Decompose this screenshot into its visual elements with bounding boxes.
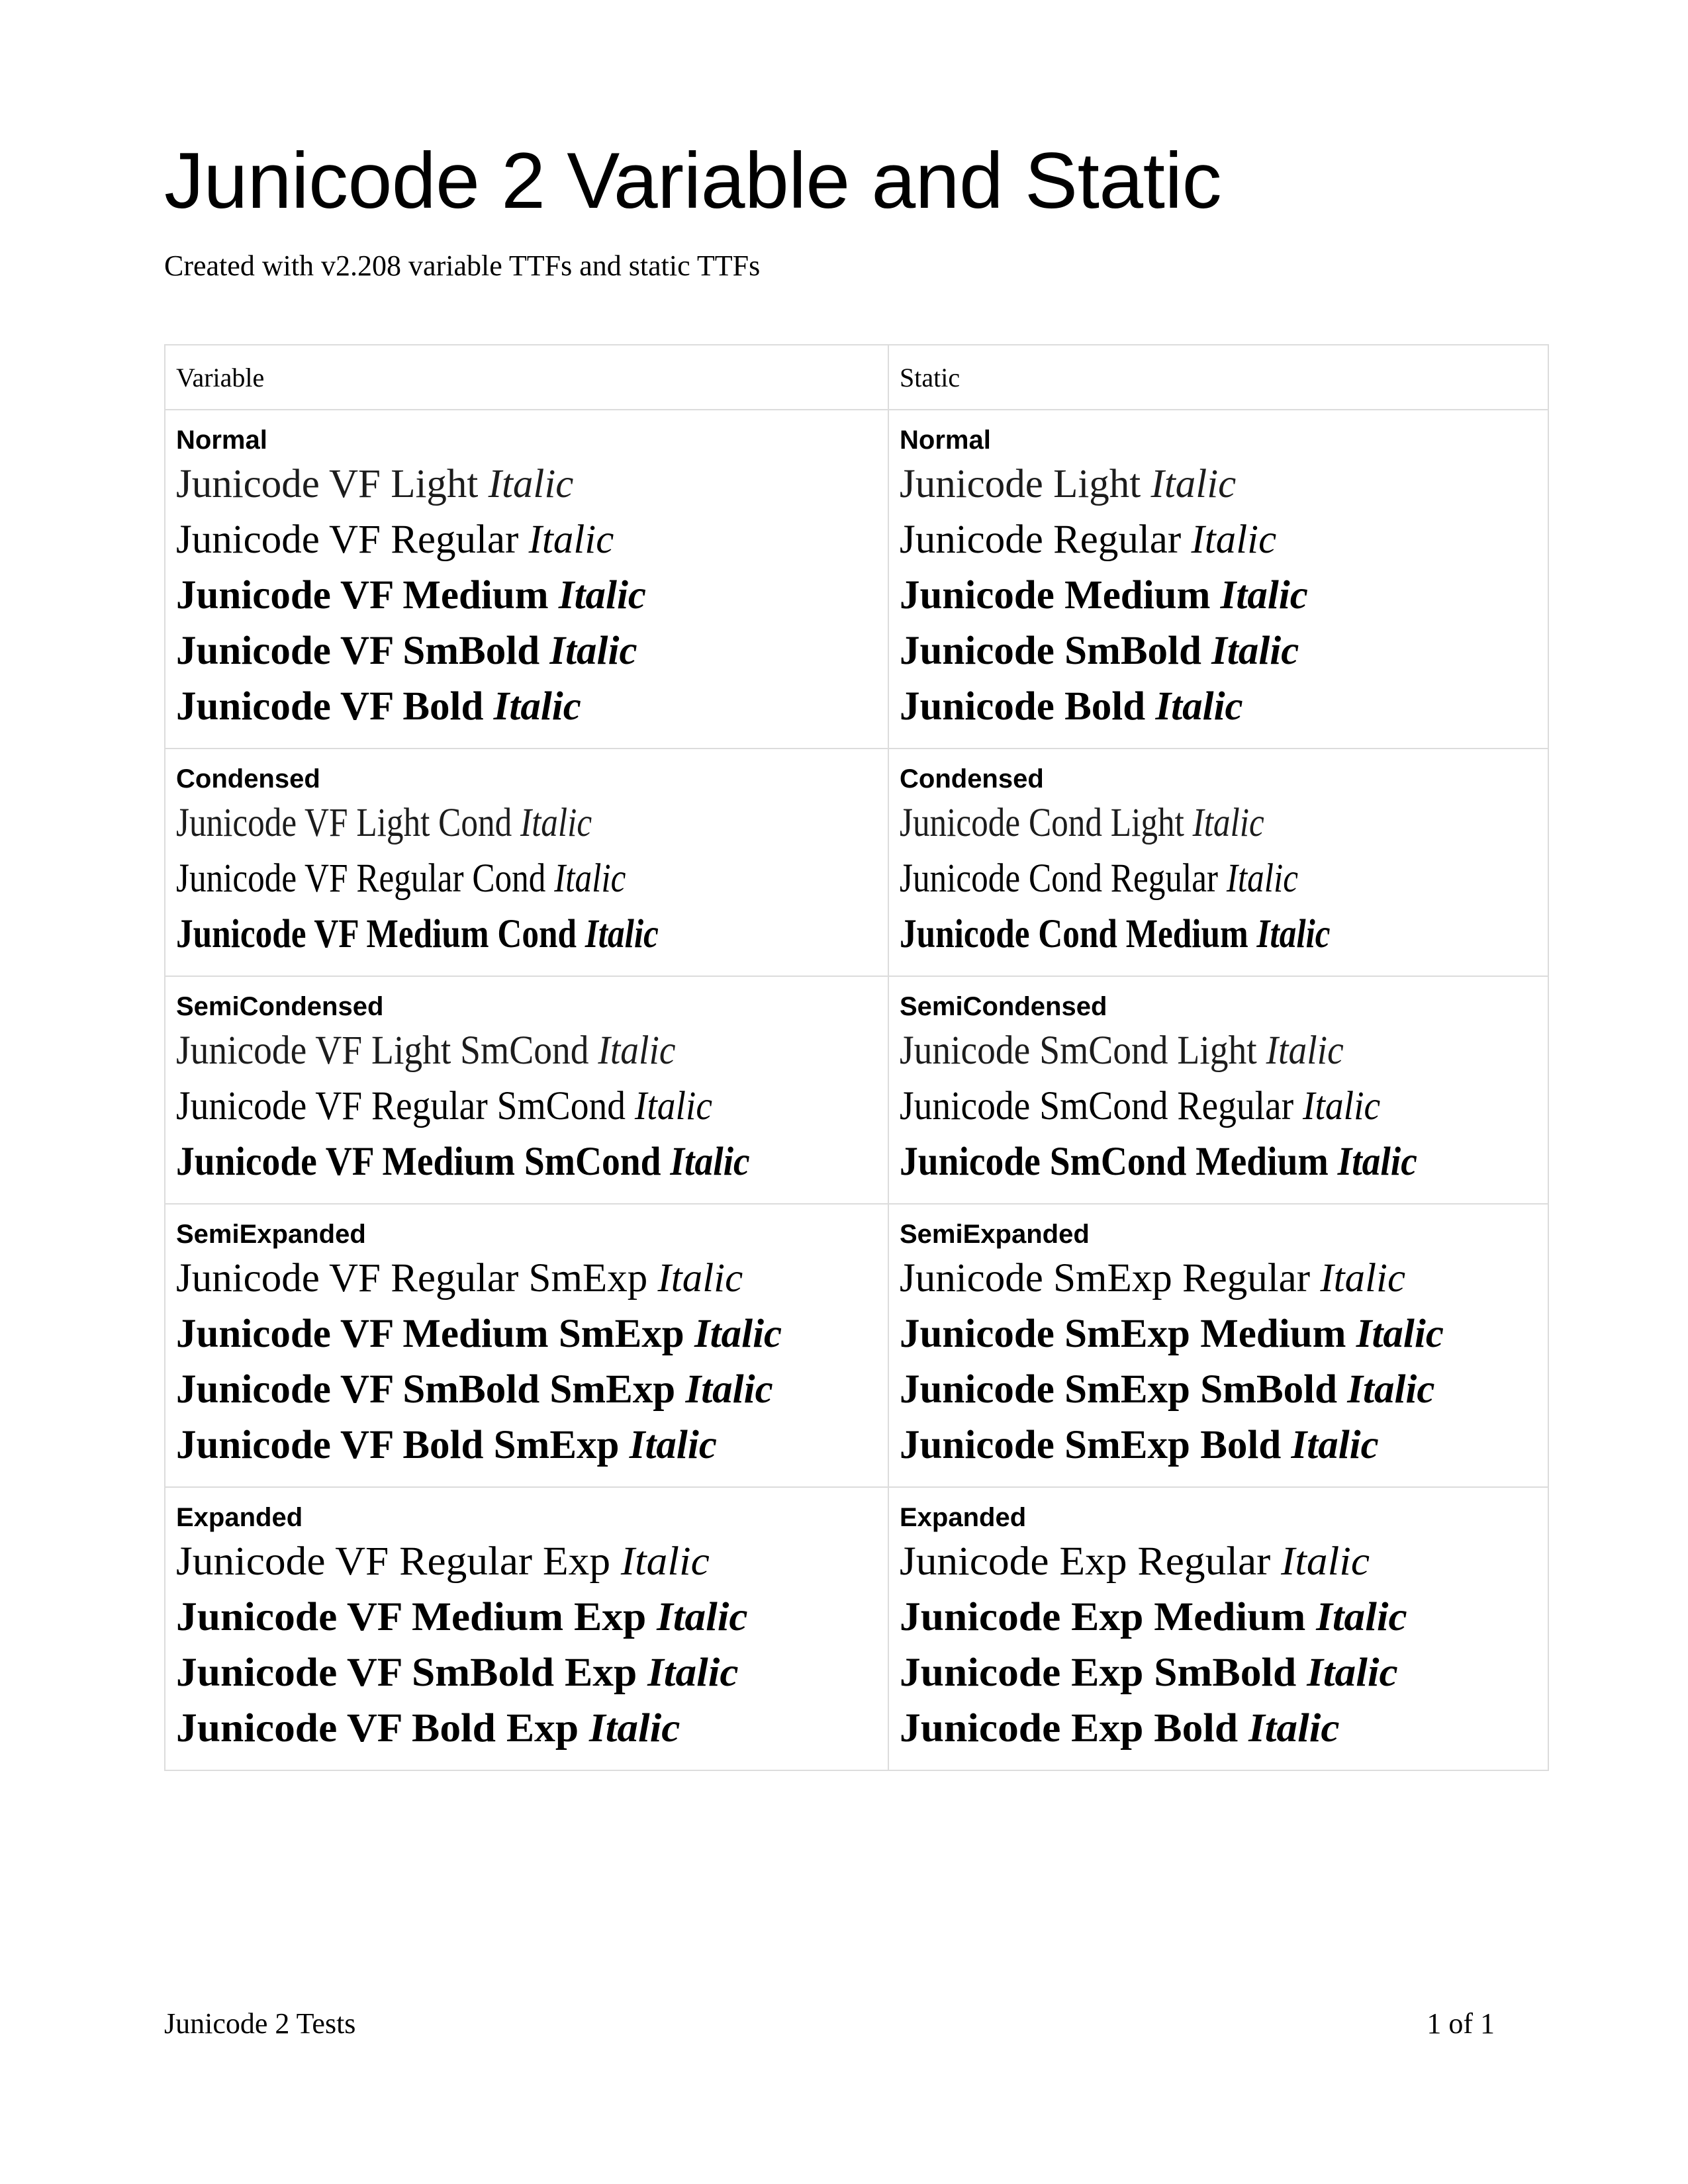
sample-text: Junicode VF SmBold — [176, 629, 540, 673]
sample-text: Junicode VF Light Cond — [176, 801, 512, 845]
cell-static-condensed — [888, 749, 1548, 976]
sample-text: Junicode Cond Regular — [900, 856, 1219, 901]
sample-text: Junicode Exp Medium — [900, 1595, 1306, 1639]
sample-text: Junicode VF Regular SmExp — [176, 1256, 648, 1300]
sample-line — [900, 851, 1435, 907]
cell-static-semiexpanded — [888, 1204, 1548, 1487]
sample-text: Junicode Exp Bold — [900, 1706, 1239, 1751]
sample-italic: Italic — [1307, 1651, 1398, 1695]
group-label: Expanded — [900, 1503, 1027, 1532]
sample-italic: Italic — [629, 1423, 717, 1467]
footer-document-name: Junicode 2 Tests — [164, 2007, 356, 2040]
sample-line — [176, 623, 877, 679]
sample-text: Junicode VF Regular SmCond — [176, 1084, 626, 1128]
sample-line — [900, 1306, 1537, 1362]
sample-text: Junicode VF Medium — [176, 573, 549, 617]
sample-italic: Italic — [694, 1312, 782, 1356]
sample-italic: Italic — [1347, 1367, 1435, 1412]
cell-static-normal — [888, 410, 1548, 749]
sample-text: Junicode Cond Medium — [900, 912, 1248, 956]
cell-variable-semicondensed — [165, 976, 888, 1204]
sample-line — [900, 1079, 1479, 1134]
sample-line — [900, 1645, 1548, 1701]
sample-italic: Italic — [589, 1706, 680, 1751]
sample-italic: Italic — [1356, 1312, 1444, 1356]
sample-line — [900, 1418, 1537, 1473]
group-label: SemiExpanded — [176, 1220, 366, 1249]
sample-line — [176, 1023, 814, 1079]
sample-italic: Italic — [1211, 629, 1299, 673]
sample-text: Junicode VF Bold Exp — [176, 1706, 579, 1751]
sample-italic: Italic — [558, 573, 647, 617]
sample-italic: Italic — [1192, 801, 1264, 845]
sample-italic: Italic — [1226, 856, 1298, 901]
sample-italic: Italic — [647, 1651, 739, 1695]
sample-italic: Italic — [1256, 912, 1331, 956]
sample-text: Junicode VF Regular Cond — [176, 856, 546, 901]
page-subtitle: Created with v2.208 variable TTFs and static TTFs — [164, 250, 761, 282]
specimen-table — [164, 344, 1549, 1771]
sample-line — [176, 1645, 888, 1701]
table-row-condensed — [165, 749, 1548, 976]
sample-italic: Italic — [1266, 1028, 1344, 1073]
sample-text: Junicode VF SmBold Exp — [176, 1651, 637, 1695]
sample-italic: Italic — [1291, 1423, 1379, 1467]
group-label: Normal — [900, 426, 991, 455]
cell-static-semicondensed — [888, 976, 1548, 1204]
sample-italic: Italic — [1220, 573, 1308, 617]
sample-text: Junicode SmCond Light — [900, 1028, 1257, 1073]
sample-line — [900, 512, 1537, 568]
sample-line — [176, 907, 765, 962]
sample-text: Junicode VF Light SmCond — [176, 1028, 589, 1073]
cell-variable-expanded — [165, 1487, 888, 1770]
group-label: Condensed — [900, 764, 1044, 794]
sample-line — [176, 1362, 877, 1418]
sample-italic: Italic — [620, 1539, 710, 1584]
sample-text: Junicode Regular — [900, 518, 1182, 562]
sample-italic: Italic — [554, 856, 626, 901]
sample-text: Junicode VF SmBold SmExp — [176, 1367, 676, 1412]
sample-line — [176, 679, 877, 735]
sample-line — [176, 568, 877, 623]
sample-text: Junicode VF Medium SmCond — [176, 1140, 661, 1184]
sample-text: Junicode Cond Light — [900, 801, 1184, 845]
sample-line — [176, 796, 765, 851]
sample-text: Junicode VF Medium Cond — [176, 912, 577, 956]
sample-line — [900, 1590, 1548, 1645]
sample-text: Junicode VF Medium Exp — [176, 1595, 647, 1639]
sample-line — [900, 1701, 1548, 1756]
sample-italic: Italic — [488, 462, 574, 506]
sample-line — [900, 1134, 1479, 1190]
sample-italic: Italic — [493, 684, 581, 729]
sample-line — [176, 1251, 877, 1306]
sample-text: Junicode Light — [900, 462, 1141, 506]
sample-italic: Italic — [528, 518, 614, 562]
sample-text: Junicode SmExp Medium — [900, 1312, 1346, 1356]
group-label: SemiCondensed — [900, 992, 1107, 1021]
sample-line — [176, 1590, 888, 1645]
sample-italic: Italic — [1191, 518, 1277, 562]
sample-text: Junicode SmCond Regular — [900, 1084, 1294, 1128]
table-row-semicondensed — [165, 976, 1548, 1204]
column-header-static: Static — [888, 345, 1548, 410]
column-header-variable: Variable — [165, 345, 888, 410]
sample-line — [900, 907, 1435, 962]
sample-line — [176, 1306, 877, 1362]
sample-text: Junicode VF Regular — [176, 518, 519, 562]
sample-line — [176, 1701, 888, 1756]
sample-text: Junicode SmExp Bold — [900, 1423, 1282, 1467]
sample-italic: Italic — [598, 1028, 676, 1073]
sample-line — [176, 457, 877, 512]
sample-line — [900, 1251, 1537, 1306]
sample-italic: Italic — [1248, 1706, 1340, 1751]
sample-line — [176, 1134, 814, 1190]
sample-text: Junicode SmBold — [900, 629, 1201, 673]
sample-italic: Italic — [1155, 684, 1243, 729]
sample-italic: Italic — [1150, 462, 1237, 506]
sample-line — [900, 623, 1537, 679]
sample-italic: Italic — [1320, 1256, 1406, 1300]
sample-italic: Italic — [657, 1256, 743, 1300]
cell-variable-condensed — [165, 749, 888, 976]
table-row-expanded — [165, 1487, 1548, 1770]
specimen-table-header — [165, 345, 1548, 410]
sample-italic: Italic — [1337, 1140, 1417, 1184]
group-label: Expanded — [176, 1503, 303, 1532]
sample-line — [900, 1023, 1479, 1079]
sample-italic: Italic — [657, 1595, 748, 1639]
sample-text: Junicode SmExp SmBold — [900, 1367, 1338, 1412]
sample-italic: Italic — [670, 1140, 750, 1184]
table-row-semiexpanded — [165, 1204, 1548, 1487]
sample-italic: Italic — [685, 1367, 773, 1412]
cell-variable-normal — [165, 410, 888, 749]
sample-line — [900, 568, 1537, 623]
specimen-table-body — [165, 410, 1548, 1770]
sample-text: Junicode VF Bold — [176, 684, 484, 729]
page-title: Junicode 2 Variable and Static — [164, 136, 1222, 225]
sample-text: Junicode VF Bold SmExp — [176, 1423, 620, 1467]
sample-line — [900, 679, 1537, 735]
sample-text: Junicode SmCond Medium — [900, 1140, 1329, 1184]
cell-variable-semiexpanded — [165, 1204, 888, 1487]
sample-text: Junicode Exp SmBold — [900, 1651, 1297, 1695]
sample-line — [900, 1362, 1537, 1418]
sample-italic: Italic — [1316, 1595, 1407, 1639]
sample-line — [900, 457, 1537, 512]
sample-text: Junicode Exp Regular — [900, 1539, 1271, 1584]
sample-italic: Italic — [1281, 1539, 1370, 1584]
sample-text: Junicode VF Regular Exp — [176, 1539, 611, 1584]
sample-line — [900, 796, 1435, 851]
sample-line — [176, 1534, 888, 1590]
sample-line — [176, 1418, 877, 1473]
sample-line — [176, 512, 877, 568]
sample-text: Junicode Medium — [900, 573, 1211, 617]
sample-italic: Italic — [634, 1084, 712, 1128]
footer-page-number: 1 of 1 — [1427, 2007, 1495, 2040]
cell-static-expanded — [888, 1487, 1548, 1770]
group-label: Condensed — [176, 764, 320, 794]
group-label: SemiExpanded — [900, 1220, 1090, 1249]
sample-italic: Italic — [520, 801, 592, 845]
sample-line — [176, 851, 765, 907]
sample-text: Junicode SmExp Regular — [900, 1256, 1311, 1300]
table-header-row — [165, 345, 1548, 410]
group-label: Normal — [176, 426, 267, 455]
sample-italic: Italic — [585, 912, 659, 956]
sample-text: Junicode VF Medium SmExp — [176, 1312, 684, 1356]
sample-text: Junicode VF Light — [176, 462, 479, 506]
sample-italic: Italic — [549, 629, 637, 673]
sample-line — [900, 1534, 1548, 1590]
group-label: SemiCondensed — [176, 992, 384, 1021]
table-row-normal — [165, 410, 1548, 749]
sample-text: Junicode Bold — [900, 684, 1146, 729]
sample-line — [176, 1079, 814, 1134]
sample-italic: Italic — [1303, 1084, 1381, 1128]
